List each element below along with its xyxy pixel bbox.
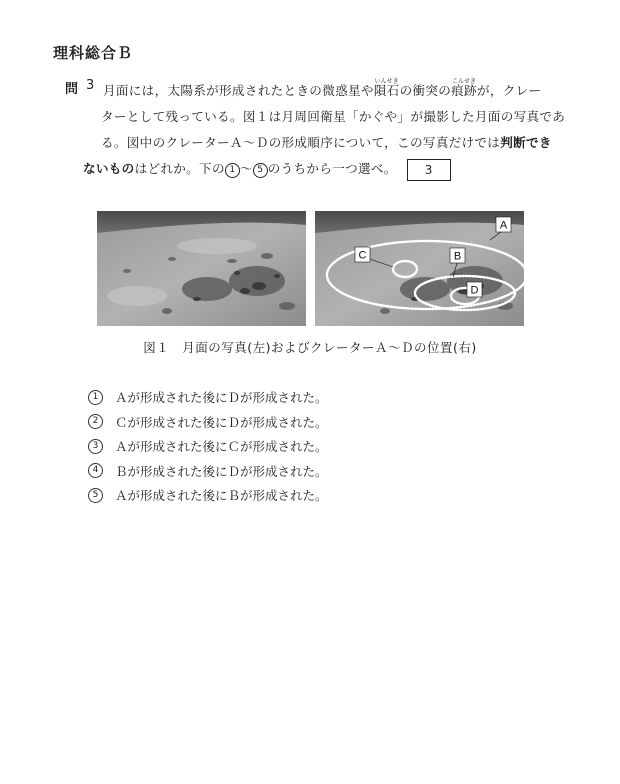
option-5[interactable] xyxy=(88,483,328,508)
question-text xyxy=(83,78,566,182)
ruby-inseki-reading: いんせき xyxy=(374,78,399,85)
question-line4-a: はどれか。下の xyxy=(134,161,225,176)
question-line2: ターとして残っている。図１は月周回衛星「かぐや」が撮影した月面の写真であ xyxy=(101,109,566,124)
option-text: Ａが形成された後にＢが形成された。 xyxy=(115,488,328,504)
question-label: 問 xyxy=(65,82,79,97)
range-end-number: 5 xyxy=(253,163,268,178)
option-1[interactable] xyxy=(88,385,328,410)
option-2[interactable] xyxy=(88,410,328,435)
option-number: 3 xyxy=(88,439,103,454)
ruby-konseki-base: 痕跡 xyxy=(451,83,477,98)
question-line1-a: 月面には，太陽系が形成されたときの微惑星や xyxy=(103,83,374,98)
question-line3-a: る。図中のクレーターＡ～Ｄの形成順序について，この写真だけでは xyxy=(101,135,501,150)
moon-photo-right xyxy=(315,211,524,326)
question-line1-b: の衝突の xyxy=(399,83,452,98)
ruby-inseki xyxy=(374,78,400,104)
option-4[interactable] xyxy=(88,459,328,484)
section-header: 理科総合Ｂ xyxy=(53,44,134,62)
question-number: 3 xyxy=(86,78,95,93)
ruby-inseki-base: 隕石 xyxy=(373,83,400,98)
question-line4-bold: ないもの xyxy=(83,161,135,176)
ruby-konseki-reading: こんせき xyxy=(452,78,477,85)
range-tilde: ～ xyxy=(239,161,253,176)
option-text: Ａが形成された後にＤが形成された。 xyxy=(115,390,328,406)
question-line3-bold: 判断でき xyxy=(500,135,552,150)
answer-options xyxy=(88,385,328,508)
option-number: 1 xyxy=(88,390,103,405)
option-3[interactable] xyxy=(88,434,328,459)
ruby-konseki xyxy=(451,78,477,104)
label-d: D xyxy=(470,284,479,297)
option-number: 4 xyxy=(88,463,103,478)
answer-box[interactable]: 3 xyxy=(407,159,451,181)
label-a: A xyxy=(499,219,508,232)
option-number: 2 xyxy=(88,414,103,429)
label-c: C xyxy=(358,249,367,262)
moon-photo-left xyxy=(97,211,306,326)
option-text: Ｃが形成された後にＤが形成された。 xyxy=(115,414,328,430)
option-text: Ｂが形成された後にＤが形成された。 xyxy=(115,463,328,479)
option-number: 5 xyxy=(88,488,103,503)
question-line4-b: のうちから一つ選べ。 xyxy=(267,161,397,176)
figure-caption: 図１ 月面の写真(左)およびクレーターＡ～Ｄの位置(右) xyxy=(143,340,477,355)
option-text: Ａが形成された後にＣが形成された。 xyxy=(115,439,328,455)
question-line1-c: が，クレー xyxy=(476,83,542,98)
label-b: B xyxy=(453,250,462,263)
range-start-number: 1 xyxy=(225,163,240,178)
